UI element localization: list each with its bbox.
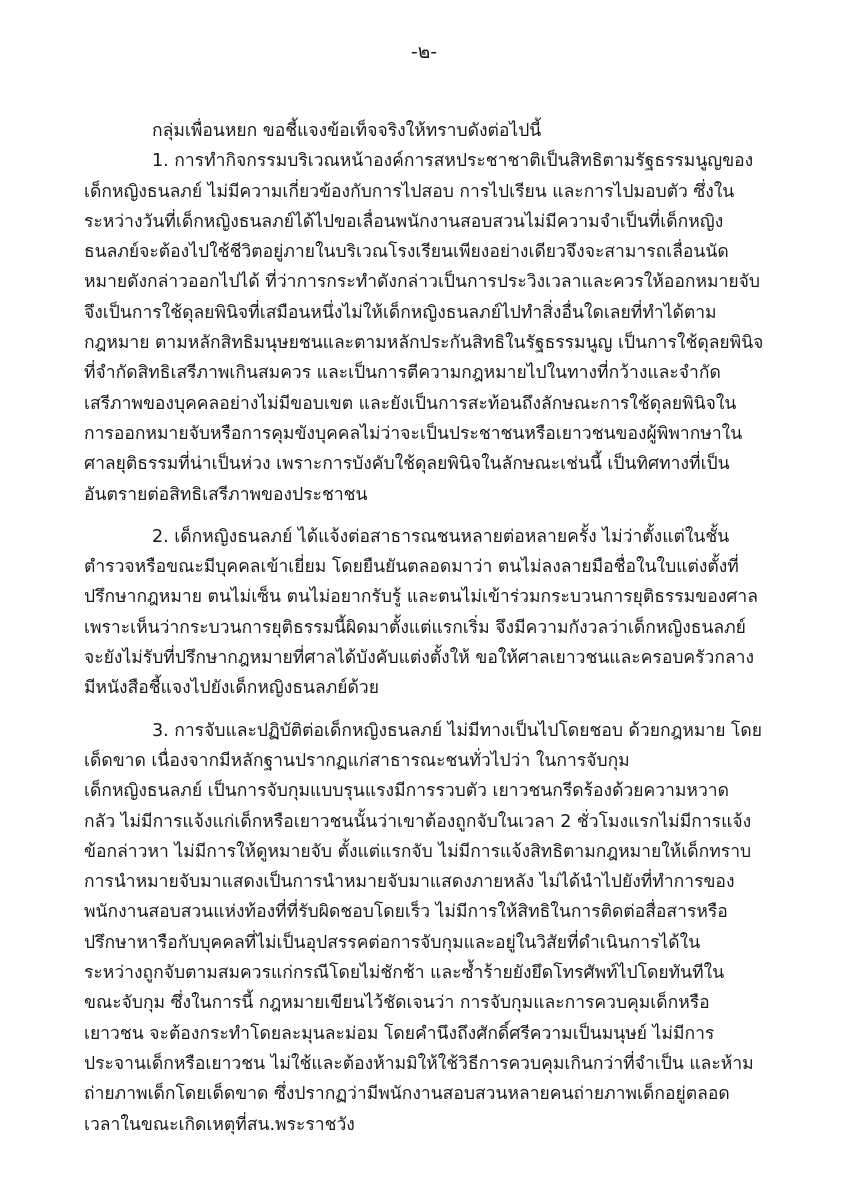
point-1-line-1: 1. การทำกิจกรรมบริเวณหน้าองค์การสหประชาชาติเป็นสิทธิตามรัฐธรรมนูญของ xyxy=(152,151,754,172)
paragraph-gap xyxy=(84,510,784,522)
point-3-line-6: การนำหมายจับมาแสดงเป็นการนำหมายจับมาแสดงภายหลัง ไม่ได้นำไปยังที่ทำการของ xyxy=(84,872,735,893)
point-3-line-13: ถ่ายภาพเด็กโดยเด็ดขาด ซึ่งปรากฏว่ามีพนักงานสอบสวนหลายคนถ่ายภาพเด็กอยู่ตลอด xyxy=(84,1084,730,1105)
point-2-line-5: จะยังไม่รับที่ปรึกษากฎหมายที่ศาลได้บังคับแต่งตั้งให้ ขอให้ศาลเยาวชนและครอบครัวกลาง xyxy=(84,648,755,669)
point-3-line-2: เด็ดขาด เนื่องจากมีหลักฐานปรากฏแก่สาธารณะชนทั่วไปว่า ในการจับกุม xyxy=(84,750,630,771)
point-1-line-3: ระหว่างวันที่เด็กหญิงธนลภย์ได้ไปขอเลื่อนพนักงานสอบสวนไม่มีความจำเป็นที่เด็กหญิง xyxy=(84,211,724,232)
point-1-line-5: หมายดังกล่าวออกไปได้ ที่ว่าการกระทำดังกล่าวเป็นการประวิงเวลาและควรให้ออกหมายจับ xyxy=(84,272,760,293)
point-1-line-9: เสรีภาพของบุคคลอย่างไม่มีขอบเขต และยังเป็นการสะท้อนถึงลักษณะการใช้ดุลยพินิจใน xyxy=(84,393,737,414)
point-3-line-3: เด็กหญิงธนลภย์ เป็นการจับกุมแบบรุนแรงมีการรวบตัว เยาวชนกรีดร้องด้วยความหวาด xyxy=(84,781,729,802)
point-3-line-11: เยาวชน จะต้องกระทำโดยละมุนละม่อม โดยคำนึงถึงศักดิ์ศรีความเป็นมนุษย์ ไม่มีการ xyxy=(84,1023,715,1044)
point-1-line-8: ที่จำกัดสิทธิเสรีภาพเกินสมควร และเป็นการตีความกฎหมายไปในทางที่กว้างและจำกัด xyxy=(84,363,721,384)
point-3-line-8: ปรึกษาหารือกับบุคคลที่ไม่เป็นอุปสรรคต่อการจับกุมและอยู่ในวิสัยที่ดำเนินการได้ใน xyxy=(84,932,701,953)
point-2-line-1: 2. เด็กหญิงธนลภย์ ได้แจ้งต่อสาธารณชนหลายต่อหลายครั้ง ไม่ว่าตั้งแต่ในชั้น xyxy=(152,526,730,547)
point-1-line-2: เด็กหญิงธนลภย์ ไม่มีความเกี่ยวข้องกับการไปสอบ การไปเรียน และการไปมอบตัว ซึ่งใน xyxy=(84,181,735,202)
point-3-line-7: พนักงานสอบสวนแห่งท้องที่ที่รับผิดชอบโดยเร็ว ไม่มีการให้สิทธิในการติดต่อสื่อสารหรือ xyxy=(84,902,728,923)
point-3-line-5: ข้อกล่าวหา ไม่มีการให้ดูหมายจับ ตั้งแต่แรกจับ ไม่มีการแจ้งสิทธิตามกฎหมายให้เด็กทราบ xyxy=(84,841,752,862)
point-2-line-4: เพราะเห็นว่ากระบวนการยุติธรรมนี้ผิดมาตั้งแต่แรกเริ่ม จึงมีความกังวลว่าเด็กหญิงธนลภย์ xyxy=(84,617,746,638)
point-1-line-4: ธนลภย์จะต้องไปใช้ชีวิตอยู่ภายในบริเวณโรงเรียนเพียงอย่างเดียวจึงจะสามารถเลื่อนนัด xyxy=(84,242,729,263)
point-2-line-2: ตำรวจหรือขณะมีบุคคลเข้าเยี่ยม โดยยืนยันตลอดมาว่า ตนไม่ลงลายมือชื่อในใบแต่งตั้งที่ xyxy=(84,557,739,578)
point-3-line-12: ประจานเด็กหรือเยาวชน ไม่ใช้และต้องห้ามมิให้ใช้วิธีการควบคุมเกินกว่าที่จำเป็น และห้าม xyxy=(84,1053,754,1074)
point-1-line-11: ศาลยุติธรรมที่น่าเป็นห่วง เพราะการบังคับใช้ดุลยพินิจในลักษณะเช่นนี้ เป็นทิศทางที่เป็น xyxy=(84,454,730,475)
point-3-line-4: กลัว ไม่มีการแจ้งแก่เด็กหรือเยาวชนนั้นว่าเขาต้องถูกจับในเวลา 2 ชั่วโมงแรกไม่มีการแจ้ง xyxy=(84,811,752,832)
intro-line: กลุ่มเพื่อนหยก ขอชี้แจงข้อเท็จจริงให้ทราบดังต่อไปนี้ xyxy=(152,121,542,141)
paragraph-gap xyxy=(84,704,784,716)
point-2-line-6: มีหนังสือชี้แจงไปยังเด็กหญิงธนลภย์ด้วย xyxy=(84,678,379,699)
document-body xyxy=(84,116,784,1140)
point-1-line-12: อันตรายต่อสิทธิเสรีภาพของประชาชน xyxy=(84,484,368,505)
point-1-line-6: จึงเป็นการใช้ดุลยพินิจที่เสมือนหนึ่งไม่ให้เด็กหญิงธนลภย์ไปทำสิ่งอื่นใดเลยที่ทำได้ตาม xyxy=(84,302,717,323)
point-3-line-1: 3. การจับและปฏิบัติต่อเด็กหญิงธนลภย์ ไม่มีทางเป็นไปโดยชอบ ด้วยกฎหมาย โดย xyxy=(152,720,763,741)
point-2-line-3: ปรึกษากฎหมาย ตนไม่เซ็น ตนไม่อยากรับรู้ และตนไม่เข้าร่วมกระบวนการยุติธรรมของศาล xyxy=(84,587,758,608)
point-1-line-10: การออกหมายจับหรือการคุมขังบุคคลไม่ว่าจะเป็นประชาชนหรือเยาวชนของผู้พิพากษาใน xyxy=(84,423,743,444)
page-number: -๒- xyxy=(410,41,438,63)
point-3-line-14: เวลาในขณะเกิดเหตุที่สน.พระราชวัง xyxy=(84,1114,355,1135)
point-1-line-7: กฎหมาย ตามหลักสิทธิมนุษยชนและตามหลักประกันสิทธิในรัฐธรรมนูญ เป็นการใช้ดุลยพินิจ xyxy=(84,333,764,354)
point-3-line-9: ระหว่างถูกจับตามสมควรแก่กรณีโดยไม่ชักช้า และซ้ำร้ายยังยึดโทรศัพท์ไปโดยทันทีใน xyxy=(84,963,725,984)
point-3-line-10: ขณะจับกุม ซึ่งในการนี้ กฎหมายเขียนไว้ชัดเจนว่า การจับกุมและการควบคุมเด็กหรือ xyxy=(84,993,710,1014)
